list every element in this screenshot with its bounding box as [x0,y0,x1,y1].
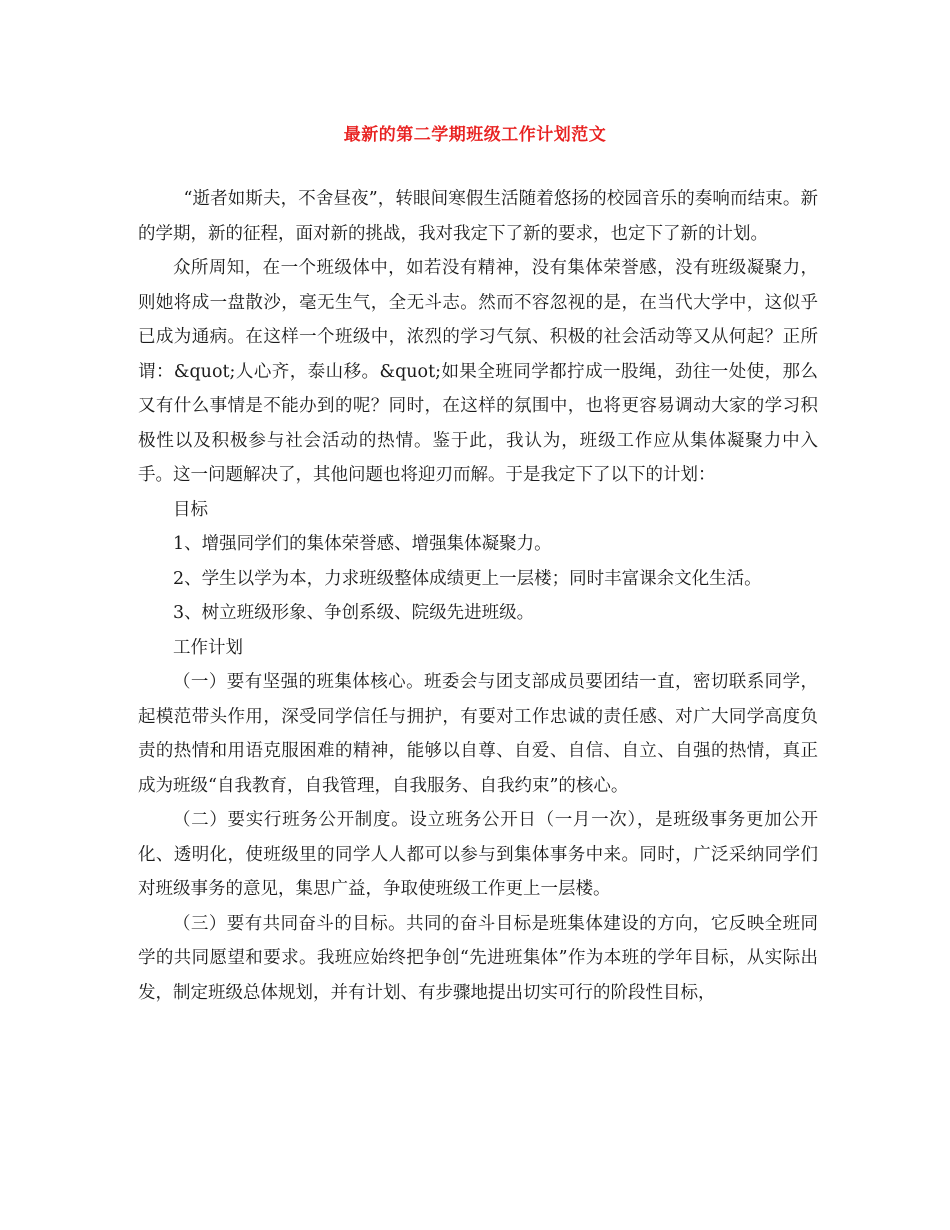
document-title: 最新的第二学期班级工作计划范文 [343,125,607,145]
work-plan-heading: 工作计划 [173,637,243,658]
plan-section-3: （三）要有共同奋斗的目标。共同的奋斗目标是班集体建设的方向，它反映全班同学的共同愿望和要求。我班应始终把争创“先进班集体”作为本班的学年目标，从实际出发，制定班级总体规划，并有计划、有步骤地提出切实可行的阶段性目标， [138,913,818,1003]
goal-item-1: 1、增强同学们的集体荣誉感、增强集体凝聚力。 [173,534,552,554]
goal-item-3: 3、树立班级形象、争创系级、院级先进班级。 [173,603,535,623]
document-body [138,182,818,1010]
paragraph-intro: “逝者如斯夫，不舍昼夜”，转眼间寒假生活随着悠扬的校园音乐的奏响而结束。新的学期，新的征程，面对新的挑战，我对我定下了新的要求，也定下了新的计划。 [138,189,818,244]
plan-section-1: （一）要有坚强的班集体核心。班委会与团支部成员要团结一直，密切联系同学，起模范带头作用，深受同学信任与拥护，有要对工作忠诚的责任感、对广大同学高度负责的热情和用语克服困难的精神，能够以自尊、自爱、自信、自立、自强的热情，真正成为班级“自我教育，自我管理，自我服务、自我约束”的核心。 [138,672,818,796]
paragraph-context: 众所周知，在一个班级体中，如若没有精神，没有集体荣誉感，没有班级凝聚力，则她将成一盘散沙，毫无生气，全无斗志。然而不容忽视的是，在当代大学中，这似乎已成为通病。在这样一个班级中，浓烈的学习气氛、积极的社会活动等又从何起？正所谓：&quot;人心齐，泰山移。&quot;如果全班同学都拧成一股绳，劲往一处使，那么又有什么事情是不能办到的呢？同时，在这样的氛围中，也将更容易调动大家的学习积极性以及积极参与社会活动的热情。鉴于此，我认为，班级工作应从集体凝聚力中入手。这一问题解决了，其他问题也将迎刃而解。于是我定下了以下的计划： [138,258,818,485]
goal-item-2: 2、学生以学为本，力求班级整体成绩更上一层楼；同时丰富课余文化生活。 [173,568,762,589]
goals-heading: 目标 [173,499,208,520]
plan-section-2: （二）要实行班务公开制度。设立班务公开日（一月一次），是班级事务更加公开化、透明化，使班级里的同学人人都可以参与到集体事务中来。同时，广泛采纳同学们对班级事务的意见，集思广益，争取使班级工作更上一层楼。 [138,810,818,899]
